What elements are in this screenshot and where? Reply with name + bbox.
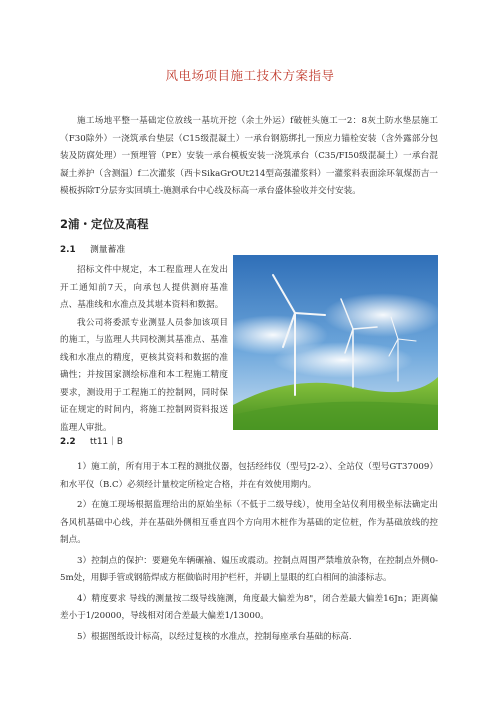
intro-paragraph: 施工场地平整一基础定位放线一基坑开挖（余土外运）f破桩头施工一2：8灰土防水垫层施工（F30除外）一浇筑承台垫层（C15级混凝土）一承台钢筋绑扎一预应力锚栓安装（含外露部分包装及防腐处理）一预埋管（PE）安装一承台模板安装一浇筑承台（C35/FI50级混凝土）一承台混凝土养护（含测温）f二次灌浆（西卡SikaGrOUt214型高强灌浆料）一灌浆料表面涂环氧煤沥吉一模板拆除T分层夯实回填土-施测承台中心线及标高一承台盛体验收并交付安装。 (60, 116, 438, 196)
wind-turbine-photo (233, 255, 438, 430)
paragraph: 招标文件中规定，本工程监理人在发出开工通知前7天，向承包人提供测府基准点、基准线和水准点及其堪本资料和数据。 (60, 265, 228, 310)
subsection-heading-2-2 (60, 434, 123, 447)
list-item: 4）精度要求 导线的测量按二级导线施测，角度最大偏差为8"，闭合差最大偏差16Jn；距离偏差小于1/20000，导线相对闭合差最大偏差1/13000。 (60, 593, 438, 621)
survey-basis-text (60, 262, 228, 437)
list-item: 1）施工前，所有用于本工程的测批仪器，包括经纬仪（型号J2-2）、全站仪（型号GT37009）和水平仪（B.C）必须经计量校定所检定合格，并在有效使用期内。 (60, 462, 438, 490)
subsection-number: 2.1 (60, 245, 76, 255)
paragraph: 我公司将委派专业测显人员参加该项目的施工，与监理人共同校测其基准点、基准线和水准点的精度，更核其资料和数据的准确性；并按国家测绘标准和本工程施工精度要求，测设用于工程施工的控制网，同时保证在规定的时间内，将施工控制网资料报送监理人审批。 (60, 317, 228, 433)
list-item: 3）控制点的保护：要避免车辆碾褕、媪压或震动。控制点周围严禁堆放杂物，在控制点外侧0-5m处，用脚手管或钢筋焊成方框做临时用护栏杆，并刷上显眼的红白相间的油漆标志。 (60, 555, 438, 583)
list-item: 2）在施工现场根据监理给出的原始坐标（不低于二级导线），使用全站仪利用极坐标法确定出各风机基础中心线，并在基础外侧相互垂直四个方向用木桩作为基础的定位桩，作为基础放线的控制点。 (60, 500, 438, 545)
measurement-requirements (60, 459, 438, 646)
list-item: 5）根据图纸设计标高，以经过复核的水准点，控制每座承台基础的标高. (77, 631, 352, 642)
subsection-heading-2-1 (60, 242, 125, 255)
subsection-title: tt11｜B (90, 437, 123, 447)
document-title: 风电场项目施工技术方案指导 (165, 68, 335, 83)
subsection-title: 测量蓄准 (90, 245, 126, 255)
section-heading: 2浦・定位及高程 (60, 217, 149, 231)
subsection-number: 2.2 (60, 437, 76, 447)
